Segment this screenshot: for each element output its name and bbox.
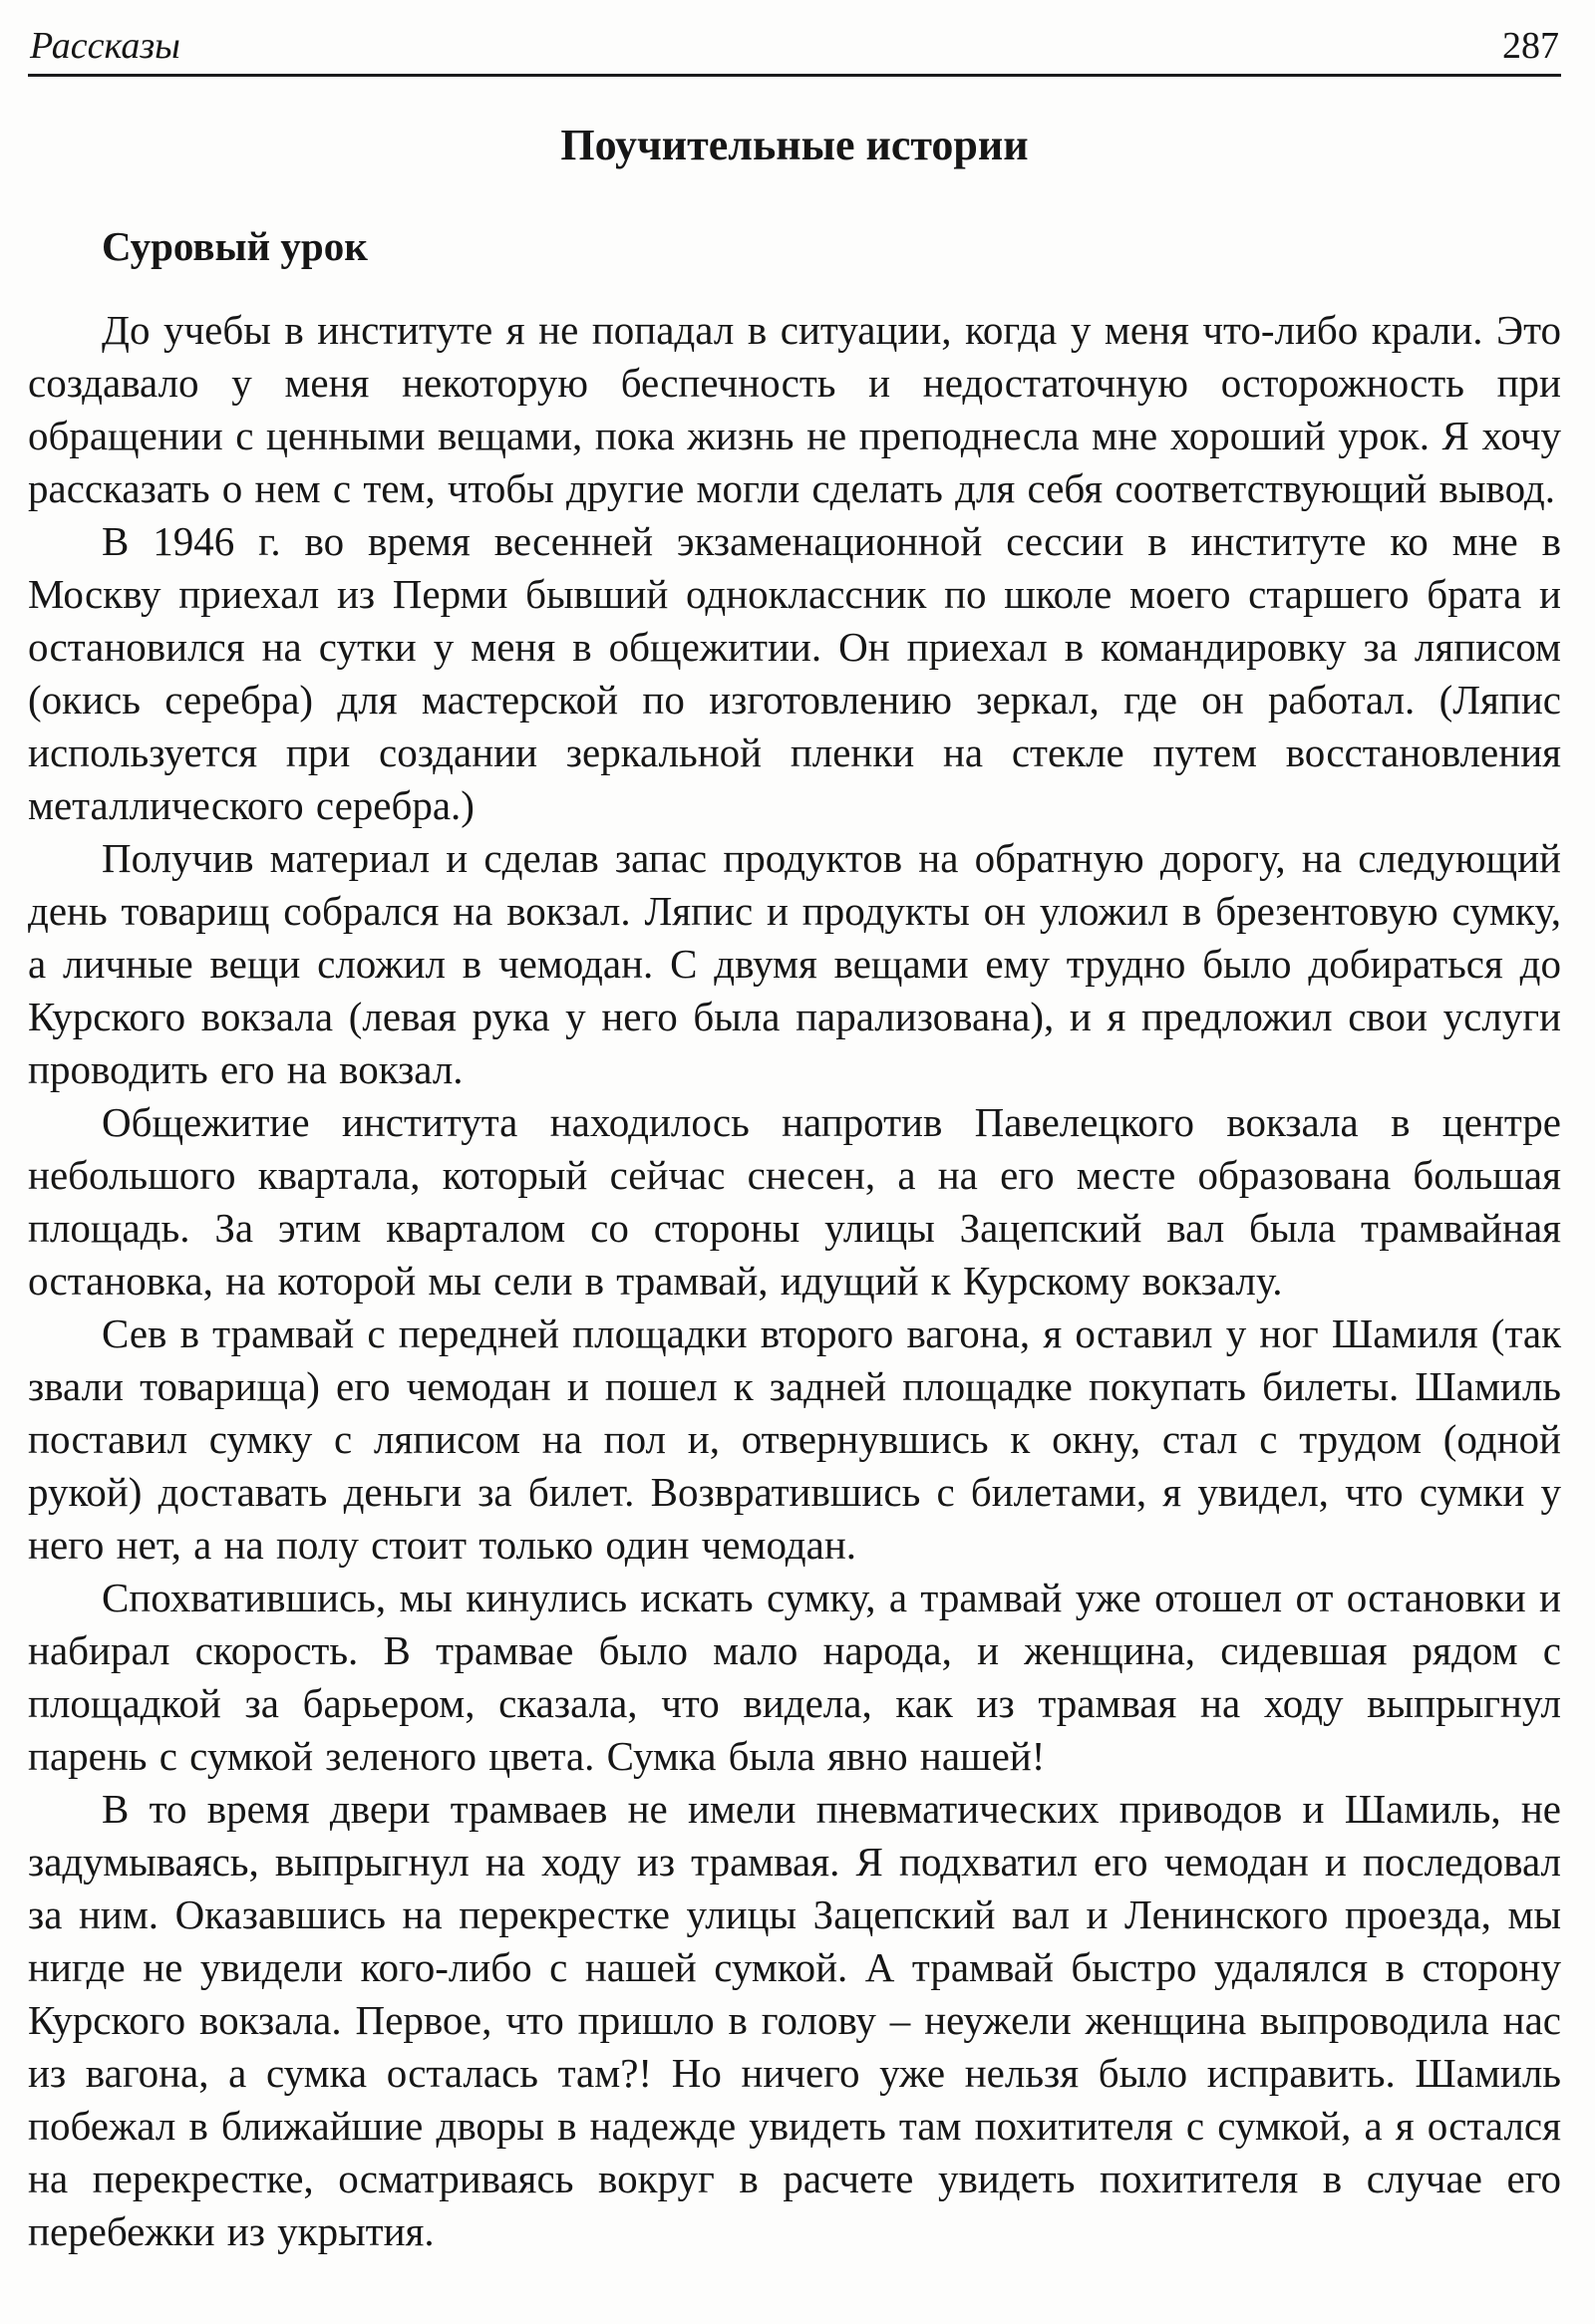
story-body	[28, 304, 1561, 2258]
paragraph: В 1946 г. во время весенней экзаменационной сессии в институте ко мне в Москву приехал из Перми бывший одноклассник по школе моего старшего брата и остановился на сутки у меня в общежитии. Он приехал в командировку за ляписом (окись серебра) для мастерской по изготовлению зеркал, где он работал. (Ляпис используется при создании зеркальной пленки на стекле путем восстановления металлического серебра.)	[28, 518, 1561, 828]
paragraph: В то время двери трамваев не имели пневматических приводов и Шамиль, не задумываясь, выпрыгнул на ходу из трамвая. Я подхватил его чемодан и последовал за ним. Оказавшись на перекрестке улицы Зацепский вал и Ленинского проезда, мы нигде не увидели кого-либо с нашей сумкой. А трамвай быстро удалялся в сторону Курского вокзала. Первое, что пришло в голову – неужели женщина выпроводила нас из вагона, а сумка осталась там?! Но ничего уже нельзя было исправить. Шамиль побежал в ближайшие дворы в надежде увидеть там похитителя с сумкой, а я остался на перекрестке, осматриваясь вокруг в расчете увидеть похитителя в случае его перебежки из укрытия.	[28, 1786, 1561, 2254]
page-header	[28, 24, 1561, 77]
page-number: 287	[1502, 25, 1559, 67]
paragraph: Получив материал и сделав запас продуктов на обратную дорогу, на следующий день товарищ собрался на вокзал. Ляпис и продукты он уложил в брезентовую сумку, а личные вещи сложил в чемодан. С двумя вещами ему трудно было добираться до Курского вокзала (левая рука у него была парализована), и я предложил свои услуги проводить его на вокзал.	[28, 835, 1561, 1092]
section-title: Поучительные истории	[560, 121, 1029, 169]
paragraph: До учебы в институте я не попадал в ситуации, когда у меня что-либо крали. Это создавало у меня некоторую беспечность и недостаточную осторожность при обращении с ценными вещами, пока жизнь не преподнесла мне хороший урок. Я хочу рассказать о нем с тем, чтобы другие могли сделать для себя соответствующий вывод.	[28, 307, 1561, 511]
paragraph: Спохватившись, мы кинулись искать сумку, а трамвай уже отошел от остановки и набирал скорость. В трамвае было мало народа, и женщина, сидевшая рядом с площадкой за барьером, сказала, что видела, как из трамвая на ходу выпрыгнул парень с сумкой зеленого цвета. Сумка была явно нашей!	[28, 1575, 1561, 1779]
paragraph: Сев в трамвай с передней площадки второго вагона, я оставил у ног Шамиля (так звали товарища) его чемодан и пошел к задней площадке покупать билеты. Шамиль поставил сумку с ляписом на пол и, отвернувшись к окну, стал с трудом (одной рукой) доставать деньги за билет. Возвратившись с билетами, я увидел, что сумки у него нет, а на полу стоит только один чемодан.	[28, 1310, 1561, 1568]
running-title: Рассказы	[30, 25, 180, 67]
story-title: Суровый урок	[102, 223, 368, 269]
paragraph: Общежитие института находилось напротив Павелецкого вокзала в центре небольшого квартала, который сейчас снесен, а на его месте образована большая площадь. За этим кварталом со стороны улицы Зацепский вал была трамвайная остановка, на которой мы сели в трамвай, идущий к Курскому вокзалу.	[28, 1099, 1561, 1304]
